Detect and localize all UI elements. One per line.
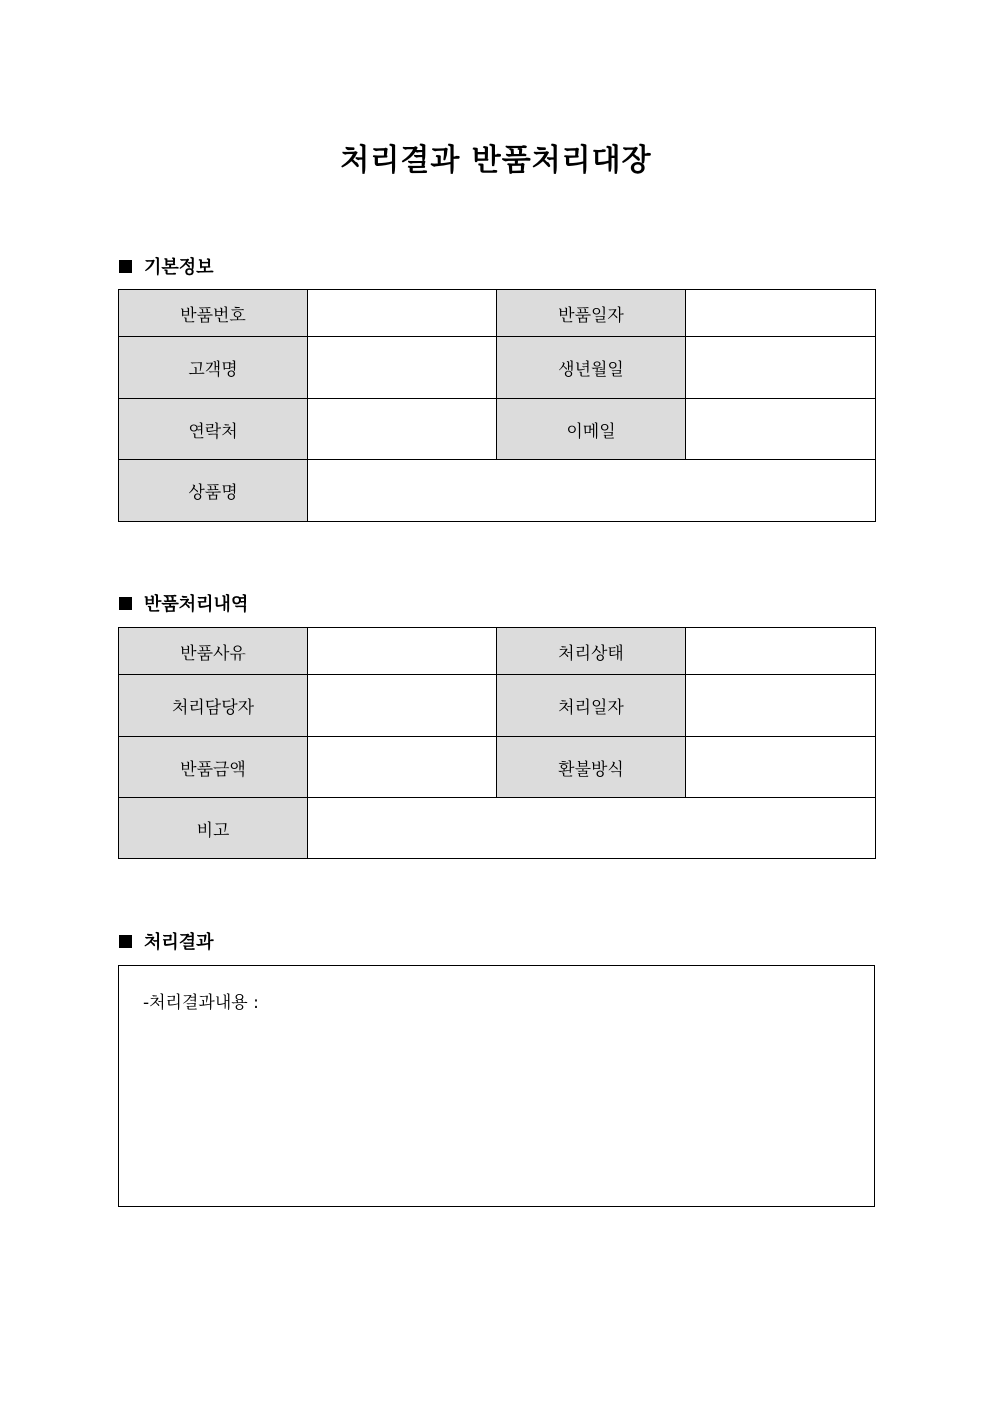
label-product-name: 상품명 (119, 460, 308, 522)
label-process-date: 처리일자 (497, 675, 686, 737)
label-customer-name: 고객명 (119, 337, 308, 399)
square-bullet-icon (119, 597, 132, 610)
reason-field[interactable] (308, 628, 497, 675)
product-name-field[interactable] (308, 460, 876, 522)
label-remarks: 비고 (119, 798, 308, 859)
label-refund-method: 환불방식 (497, 737, 686, 798)
page-title: 처리결과 반품처리대장 (340, 143, 652, 178)
return-date-field[interactable] (686, 290, 876, 337)
label-email: 이메일 (497, 399, 686, 460)
result-heading (119, 928, 214, 954)
handler-field[interactable] (308, 675, 497, 737)
square-bullet-icon (119, 935, 132, 948)
history-heading (119, 590, 248, 616)
result-heading-label: 처리결과 (144, 932, 214, 953)
label-handler: 처리담당자 (119, 675, 308, 737)
email-field[interactable] (686, 399, 876, 460)
birth-date-field[interactable] (686, 337, 876, 399)
process-date-field[interactable] (686, 675, 876, 737)
square-bullet-icon (119, 260, 132, 273)
basic-info-heading-label: 기본정보 (144, 257, 214, 278)
basic-info-heading (119, 253, 214, 279)
result-content-label: -처리결과내용 : (143, 993, 259, 1013)
result-content-box[interactable] (118, 965, 875, 1207)
remarks-field[interactable] (308, 798, 876, 859)
return-no-field[interactable] (308, 290, 497, 337)
status-field[interactable] (686, 628, 876, 675)
label-return-no: 반품번호 (119, 290, 308, 337)
label-reason: 반품사유 (119, 628, 308, 675)
label-birth-date: 생년월일 (497, 337, 686, 399)
history-table (118, 627, 876, 859)
label-amount: 반품금액 (119, 737, 308, 798)
label-status: 처리상태 (497, 628, 686, 675)
contact-field[interactable] (308, 399, 497, 460)
label-return-date: 반품일자 (497, 290, 686, 337)
history-heading-label: 반품처리내역 (144, 594, 249, 615)
customer-name-field[interactable] (308, 337, 497, 399)
label-contact: 연락처 (119, 399, 308, 460)
basic-info-table (118, 289, 876, 522)
refund-method-field[interactable] (686, 737, 876, 798)
amount-field[interactable] (308, 737, 497, 798)
